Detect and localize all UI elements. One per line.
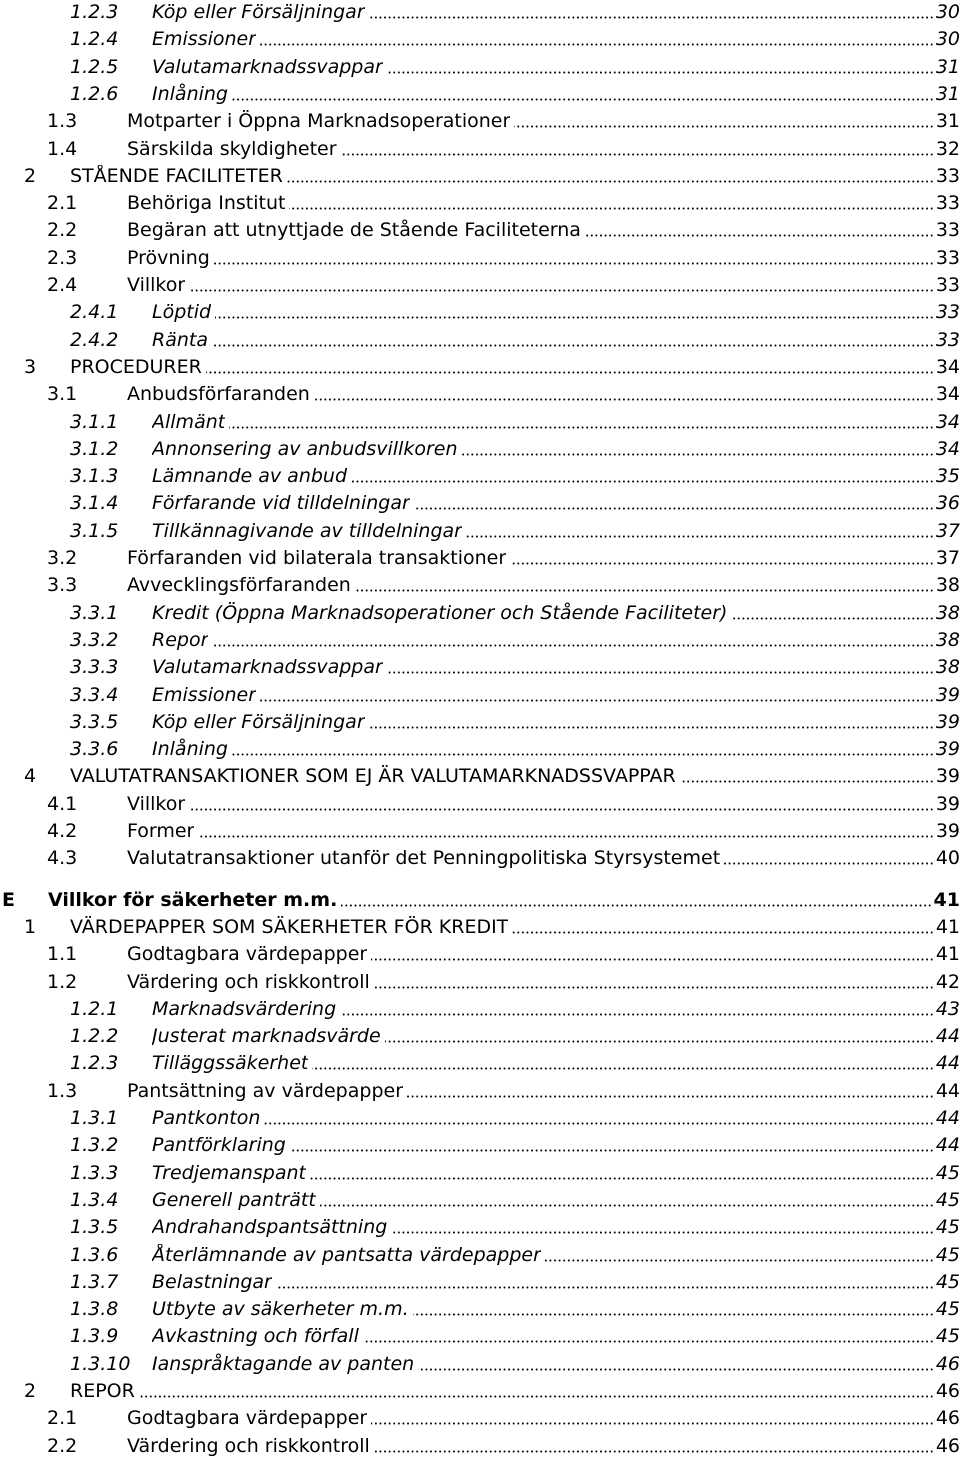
toc-entry-number: 1.3 [47, 1079, 78, 1102]
toc-entry[interactable] [0, 408, 960, 435]
toc-entry-page: 38 [935, 574, 960, 597]
toc-dot-leader [215, 316, 934, 319]
toc-entry-page: 38 [935, 656, 960, 679]
toc-entry[interactable] [0, 353, 960, 380]
toc-entry-page: 46 [935, 1434, 960, 1457]
toc-entry[interactable] [0, 817, 960, 844]
toc-entry-page: 45 [935, 1325, 960, 1348]
toc-entry-title: Allmänt [152, 410, 226, 433]
toc-dot-leader [369, 726, 934, 729]
toc-entry-number: 3.3.6 [70, 738, 119, 761]
toc-entry-page: 39 [935, 820, 960, 842]
toc-entry-title: Motparter i Öppna Marknadsoperationer [127, 110, 511, 133]
toc-entry-title: Valutamarknadssvappar [152, 656, 383, 679]
toc-entry-number: 2 [24, 1380, 37, 1402]
toc-entry-page: 37 [935, 547, 960, 569]
toc-entry-title: Villkor [127, 274, 186, 296]
toc-entry[interactable] [0, 1377, 960, 1404]
toc-entry-number: 4.3 [47, 847, 78, 870]
toc-entry-title: Avkastning och förfall [152, 1325, 359, 1348]
toc-entry[interactable] [0, 1131, 960, 1158]
toc-dot-leader [351, 480, 934, 483]
toc-entry-title: Förfarande vid tilldelningar [152, 492, 410, 515]
toc-entry-page: 31 [935, 55, 960, 78]
toc-entry[interactable] [0, 571, 960, 598]
toc-entry-number: 1.2.2 [70, 1025, 119, 1048]
toc-dot-leader [466, 535, 934, 538]
toc-entry-title: Andrahandspantsättning [152, 1216, 388, 1239]
toc-entry-number: 3 [24, 355, 37, 378]
toc-entry-title: Marknadsvärdering [152, 997, 337, 1020]
toc-entry-title: Köp eller Försäljningar [152, 1, 365, 23]
toc-entry-title: Pantförklaring [152, 1134, 286, 1157]
toc-entry-page: 45 [935, 1298, 960, 1321]
toc-entry-page: 31 [935, 82, 960, 105]
toc-dot-leader [680, 780, 934, 783]
toc-entry-title: Löptid [152, 301, 212, 324]
toc-dot-leader [287, 180, 934, 183]
toc-entry-number: 1.2.6 [70, 82, 119, 105]
toc-dot-leader [340, 1013, 934, 1016]
toc-dot-leader [385, 1040, 934, 1043]
toc-entry-page: 45 [935, 1270, 960, 1293]
toc-entry-number: 1 [24, 915, 37, 938]
toc-entry-title: Begäran att utnyttjade de Stående Faciliteterna [127, 219, 581, 242]
toc-entry-number: 2.4 [47, 274, 78, 296]
toc-dot-leader [731, 617, 934, 620]
toc-dot-leader [212, 344, 934, 347]
toc-entry[interactable] [0, 1432, 960, 1459]
toc-entry-page: 39 [935, 765, 960, 788]
toc-entry-page: 35 [935, 465, 960, 488]
toc-entry-title: Villkor [127, 792, 186, 815]
toc-entry-page: 36 [935, 492, 960, 515]
toc-dot-leader [371, 1422, 934, 1425]
toc-entry-page: 33 [935, 192, 960, 215]
toc-dot-leader [229, 426, 934, 429]
toc-entry-number: 2 [24, 164, 37, 187]
toc-entry-page: 30 [935, 28, 960, 51]
toc-entry-number: 1.3.2 [70, 1134, 119, 1157]
toc-entry-number: 2.2 [47, 219, 78, 242]
toc-entry-title: Godtagbara värdepapper [127, 1407, 368, 1430]
toc-entry-page: 44 [935, 1134, 960, 1157]
toc-entry-number: 2.4.1 [70, 301, 119, 324]
toc-entry-number: 3.1.2 [70, 437, 119, 460]
toc-entry-page: 30 [935, 1, 960, 23]
toc-dot-leader [371, 958, 934, 961]
toc-entry-title: Köp eller Försäljningar [152, 710, 365, 733]
toc-entry-number: 1.4 [47, 137, 78, 160]
toc-dot-leader [514, 125, 934, 128]
toc-entry[interactable] [0, 1322, 960, 1349]
toc-dot-leader [139, 1395, 934, 1398]
toc-entry[interactable] [0, 1159, 960, 1186]
toc-entry-number: 2.1 [47, 192, 78, 215]
toc-entry-number: 1.3.3 [70, 1161, 119, 1184]
toc-dot-leader [512, 931, 934, 934]
toc-entry-number: E [2, 888, 15, 911]
toc-entry-page: 39 [935, 683, 960, 706]
toc-entry-page: 40 [935, 847, 960, 870]
toc-dot-leader [198, 835, 934, 838]
toc-entry[interactable] [0, 790, 960, 817]
toc-entry[interactable] [0, 653, 960, 680]
toc-entry-page: 41 [935, 943, 960, 966]
toc-entry-page: 44 [935, 1079, 960, 1102]
toc-entry-number: 2.4.2 [70, 328, 119, 351]
toc-entry-title: REPOR [70, 1380, 135, 1402]
toc-entry-number: 1.3.1 [70, 1107, 119, 1129]
toc-entry[interactable] [0, 1213, 960, 1240]
toc-entry-number: 1.3.4 [70, 1188, 119, 1211]
toc-entry-title: Villkor för säkerheter m.m. [48, 888, 338, 911]
toc-entry[interactable] [0, 1022, 960, 1049]
toc-entry-page: 44 [935, 1025, 960, 1048]
toc-entry-number: 1.2.1 [70, 997, 119, 1020]
toc-entry-number: 1.3.7 [70, 1270, 119, 1293]
toc-entry[interactable] [0, 1049, 960, 1076]
toc-dot-leader [189, 289, 934, 292]
toc-dot-leader [391, 1231, 934, 1234]
toc-entry-title: PROCEDURER [70, 355, 202, 378]
toc-entry-title: Värdering och riskkontroll [127, 1434, 370, 1457]
toc-entry[interactable] [0, 162, 960, 189]
toc-entry-page: 33 [935, 164, 960, 187]
toc-entry-title: Ränta [152, 328, 208, 351]
toc-entry-title: Förfaranden vid bilaterala transaktioner [127, 547, 507, 569]
toc-entry-title: Anbudsförfaranden [127, 383, 310, 406]
toc-entry-number: 1.3.9 [70, 1325, 119, 1348]
toc-entry-page: 38 [935, 628, 960, 651]
toc-entry[interactable] [0, 435, 960, 462]
toc-entry[interactable] [0, 53, 960, 80]
toc-entry-number: 3.3.2 [70, 628, 119, 651]
toc-entry-page: 34 [935, 437, 960, 460]
toc-dot-leader [276, 1286, 934, 1289]
toc-entry-page: 46 [935, 1352, 960, 1375]
toc-entry-page: 45 [935, 1188, 960, 1211]
toc-entry-page: 39 [935, 792, 960, 815]
toc-entry-number: 2.1 [47, 1407, 78, 1430]
toc-entry[interactable] [0, 189, 960, 216]
toc-dot-leader [206, 371, 934, 374]
toc-entry-number: 2.2 [47, 1434, 78, 1457]
toc-entry-number: 3.1.1 [70, 410, 119, 433]
toc-dot-leader [545, 1259, 934, 1262]
toc-dot-leader [369, 16, 934, 19]
toc-entry-title: Inlåning [152, 738, 228, 761]
toc-dot-leader [407, 1095, 934, 1098]
toc-entry-title: Kredit (Öppna Marknadsoperationer och Stående Faciliteter) [152, 601, 728, 624]
toc-entry-number: 4 [24, 765, 37, 788]
toc-entry-page: 44 [935, 1107, 960, 1129]
toc-entry[interactable] [0, 380, 960, 407]
toc-entry-page: 34 [935, 355, 960, 378]
toc-entry[interactable] [0, 298, 960, 325]
toc-entry-page: 37 [935, 519, 960, 542]
toc-entry-title: Generell panträtt [152, 1188, 316, 1211]
toc-entry-title: Inlåning [152, 82, 228, 105]
toc-entry-page: 32 [935, 137, 960, 160]
toc-dot-leader [355, 589, 934, 592]
toc-entry-title: Lämnande av anbud [152, 465, 348, 488]
toc-entry[interactable] [0, 886, 960, 913]
toc-entry[interactable] [0, 968, 960, 995]
toc-dot-leader [374, 986, 934, 989]
toc-dot-leader [212, 644, 934, 647]
toc-entry-page: 43 [935, 997, 960, 1020]
toc-dot-leader [510, 562, 934, 565]
toc-entry[interactable] [0, 762, 960, 789]
toc-entry-page: 34 [935, 410, 960, 433]
toc-dot-leader [414, 507, 934, 510]
toc-entry[interactable] [0, 489, 960, 516]
toc-dot-leader [585, 234, 934, 237]
toc-entry-title: Pantkonton [152, 1107, 261, 1129]
toc-entry-number: 3.3.5 [70, 710, 119, 733]
toc-entry-title: Belastningar [152, 1270, 272, 1293]
toc-dot-leader [260, 699, 934, 702]
toc-entry-number: 4.2 [47, 820, 78, 842]
toc-entry-number: 3.3 [47, 574, 78, 597]
toc-entry-title: Annonsering av anbudsvillkoren [152, 437, 458, 460]
toc-dot-leader [264, 1122, 934, 1125]
toc-dot-leader [290, 1149, 934, 1152]
toc-dot-leader [310, 1177, 934, 1180]
toc-entry-number: 1.3 [47, 110, 78, 133]
toc-entry-title: Pantsättning av värdepapper [127, 1079, 404, 1102]
toc-entry[interactable] [0, 1404, 960, 1431]
toc-dot-leader [462, 453, 934, 456]
toc-entry[interactable] [0, 940, 960, 967]
toc-entry-title: Utbyte av säkerheter m.m. [152, 1298, 409, 1321]
toc-dot-leader [214, 262, 934, 265]
toc-dot-leader [418, 1368, 934, 1371]
toc-entry[interactable] [0, 107, 960, 134]
toc-entry[interactable] [0, 135, 960, 162]
toc-entry-title: Repor [152, 628, 209, 651]
toc-entry-title: Tredjemanspant [152, 1161, 306, 1184]
toc-entry[interactable] [0, 913, 960, 940]
toc-dot-leader [341, 904, 932, 907]
toc-entry-title: Avvecklingsförfaranden [127, 574, 351, 597]
toc-dot-leader [260, 43, 934, 46]
toc-entry[interactable] [0, 244, 960, 271]
toc-entry[interactable] [0, 544, 960, 571]
toc-dot-leader [314, 398, 934, 401]
toc-entry-title: Former [127, 820, 195, 842]
toc-entry-title: Emissioner [152, 683, 257, 706]
toc-entry-title: Valutatransaktioner utanför det Penningpolitiska Styrsystemet [127, 847, 721, 870]
toc-entry-number: 3.3.3 [70, 656, 119, 679]
toc-dot-leader [289, 207, 934, 210]
toc-entry[interactable] [0, 0, 960, 25]
toc-entry-title: Emissioner [152, 28, 257, 51]
toc-dot-leader [232, 98, 934, 101]
toc-entry[interactable] [0, 844, 960, 871]
toc-entry-number: 3.3.1 [70, 601, 119, 624]
toc-entry[interactable] [0, 1077, 960, 1104]
toc-entry[interactable] [0, 326, 960, 353]
toc-entry-number: 1.3.10 [70, 1352, 131, 1375]
toc-entry[interactable] [0, 599, 960, 626]
toc-entry-number: 3.1.4 [70, 492, 119, 515]
toc-entry-page: 42 [935, 970, 960, 993]
toc-entry-page: 33 [935, 246, 960, 269]
toc-entry-page: 45 [935, 1161, 960, 1184]
toc-entry[interactable] [0, 1295, 960, 1322]
toc-dot-leader [363, 1340, 934, 1343]
toc-entry[interactable] [0, 1104, 960, 1131]
toc-entry-title: Tilläggssäkerhet [152, 1052, 309, 1075]
toc-entry-page: 33 [935, 274, 960, 296]
toc-entry-number: 1.2 [47, 970, 78, 993]
toc-entry-title: Valutamarknadssvappar [152, 55, 383, 78]
toc-entry-title: Särskilda skyldigheter [127, 137, 337, 160]
toc-entry[interactable] [0, 735, 960, 762]
toc-entry[interactable] [0, 995, 960, 1022]
toc-entry-page: 46 [935, 1380, 960, 1402]
toc-dot-leader [413, 1313, 934, 1316]
toc-dot-leader [374, 1450, 934, 1453]
toc-entry-page: 33 [935, 219, 960, 242]
toc-dot-leader [387, 71, 934, 74]
toc-entry-number: 4.1 [47, 792, 78, 815]
toc-dot-leader [320, 1204, 934, 1207]
toc-entry[interactable] [0, 517, 960, 544]
toc-entry-title: Justerat marknadsvärde [152, 1025, 381, 1048]
toc-dot-leader [724, 862, 934, 865]
toc-entry-title: Återlämnande av pantsatta värdepapper [152, 1243, 541, 1266]
toc-dot-leader [189, 808, 934, 811]
toc-entry[interactable] [0, 271, 960, 298]
toc-dot-leader [312, 1067, 934, 1070]
toc-entry-number: 1.2.5 [70, 55, 119, 78]
toc-entry-title: STÅENDE FACILITETER [70, 164, 283, 187]
toc-entry-title: Värdering och riskkontroll [127, 970, 370, 993]
toc-dot-leader [341, 153, 934, 156]
toc-entry-page: 39 [935, 710, 960, 733]
toc-entry-page: 33 [935, 301, 960, 324]
toc-entry-number: 3.1.3 [70, 465, 119, 488]
toc-entry-page: 33 [935, 328, 960, 351]
toc-entry-number: 1.2.3 [70, 1052, 119, 1075]
toc-entry[interactable] [0, 216, 960, 243]
toc-entry[interactable] [0, 1350, 960, 1377]
toc-entry-number: 2.3 [47, 246, 78, 269]
toc-entry-number: 3.1.5 [70, 519, 119, 542]
toc-entry-page: 46 [935, 1407, 960, 1430]
toc-entry[interactable] [0, 25, 960, 52]
toc-entry-page: 41 [935, 915, 960, 938]
toc-dot-leader [387, 671, 934, 674]
toc-entry-number: 1.3.6 [70, 1243, 119, 1266]
toc-entry-title: Ianspråktagande av panten [152, 1352, 415, 1375]
toc-entry[interactable] [0, 708, 960, 735]
toc-entry-page: 41 [933, 888, 960, 911]
toc-entry-page: 38 [935, 601, 960, 624]
toc-entry-page: 31 [935, 110, 960, 133]
toc-entry-title: VÄRDEPAPPER SOM SÄKERHETER FÖR KREDIT [70, 915, 509, 938]
toc-entry[interactable] [0, 681, 960, 708]
toc-entry-number: 3.1 [47, 383, 78, 406]
toc-entry-title: Behöriga Institut [127, 192, 286, 215]
toc-entry-number: 1.2.4 [70, 28, 119, 51]
toc-entry[interactable] [0, 80, 960, 107]
toc-entry[interactable] [0, 626, 960, 653]
toc-entry-number: 3.2 [47, 547, 78, 569]
toc-entry[interactable] [0, 1268, 960, 1295]
toc-entry[interactable] [0, 462, 960, 489]
toc-entry-page: 39 [935, 738, 960, 761]
toc-entry-number: 3.3.4 [70, 683, 119, 706]
toc-entry-number: 1.3.8 [70, 1298, 119, 1321]
toc-entry-page: 44 [935, 1052, 960, 1075]
toc-entry[interactable] [0, 1186, 960, 1213]
toc-entry[interactable] [0, 1241, 960, 1268]
toc-entry-title: Godtagbara värdepapper [127, 943, 368, 966]
toc-dot-leader [232, 753, 934, 756]
toc-entry-title: Tillkännagivande av tilldelningar [152, 519, 462, 542]
toc-entry-page: 45 [935, 1243, 960, 1266]
toc-entry-number: 1.3.5 [70, 1216, 119, 1239]
toc-entry-number: 1.1 [47, 943, 78, 966]
toc-entry-page: 34 [935, 383, 960, 406]
toc-entry-title: VALUTATRANSAKTIONER SOM EJ ÄR VALUTAMARKNADSSVAPPAR [70, 765, 676, 788]
toc-entry-page: 45 [935, 1216, 960, 1239]
toc-entry-number: 1.2.3 [70, 1, 119, 23]
toc-entry-title: Prövning [127, 246, 210, 269]
